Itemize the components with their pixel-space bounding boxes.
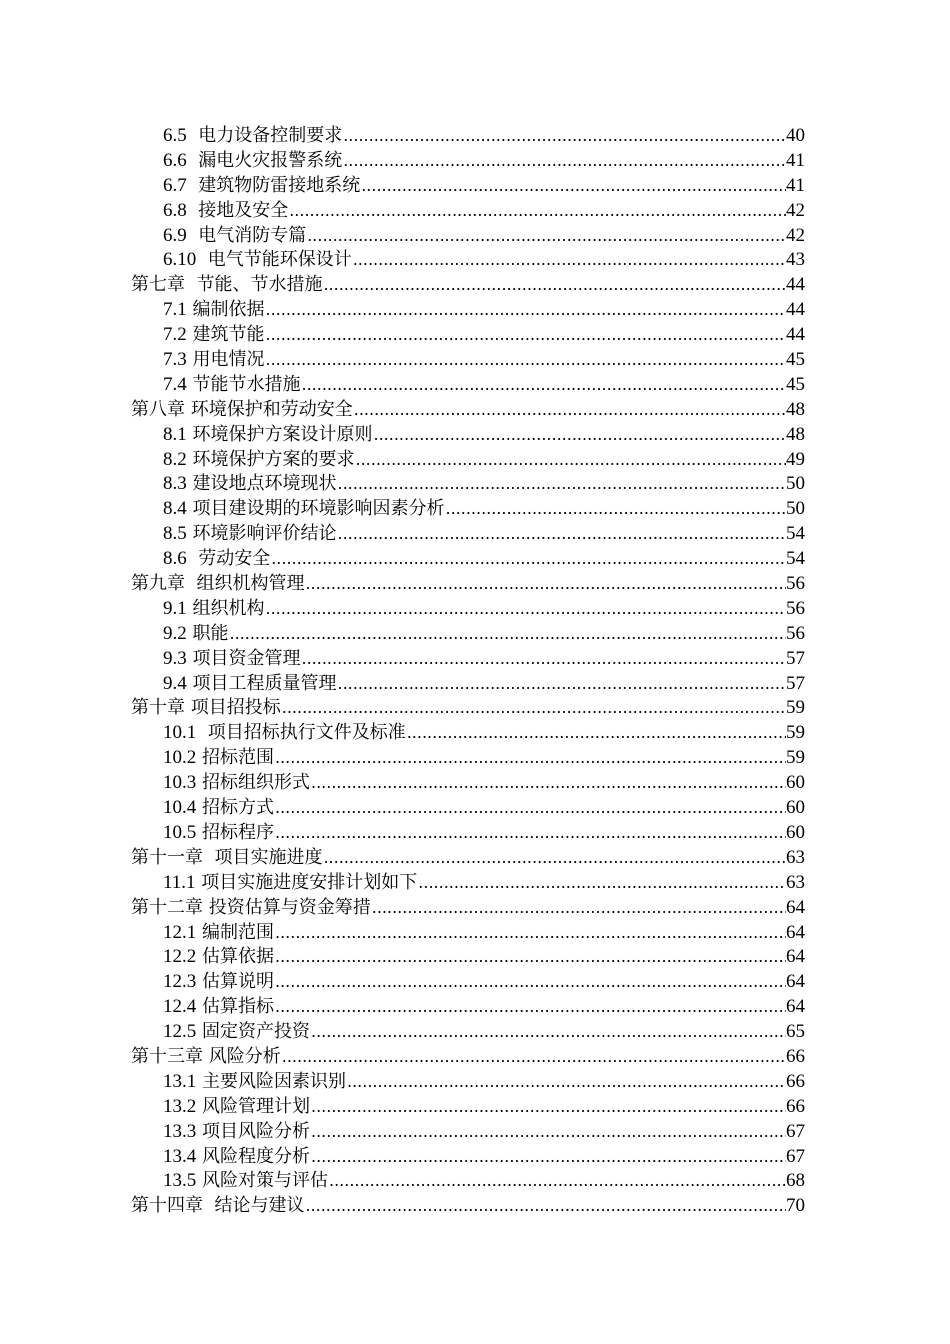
toc-entry-label bbox=[163, 497, 445, 522]
toc-entry-title: 项目招标执行文件及标准 bbox=[207, 722, 406, 744]
toc-section-entry[interactable] bbox=[0, 348, 950, 373]
toc-section-entry[interactable] bbox=[0, 995, 950, 1020]
toc-entry-label bbox=[163, 547, 271, 572]
toc-entry-number: 10.4 bbox=[163, 797, 197, 819]
toc-entry-title: 编制依据 bbox=[192, 299, 265, 321]
toc-entry-title: 第十章 项目招投标 bbox=[131, 697, 281, 719]
toc-chapter-entry[interactable] bbox=[0, 1194, 950, 1219]
toc-entry-title: 建筑节能 bbox=[192, 324, 265, 346]
toc-page-number: 59 bbox=[786, 697, 805, 719]
toc-entry-separator bbox=[187, 225, 198, 246]
toc-dot-leader bbox=[418, 871, 786, 896]
toc-entry-title: 风险程度分析 bbox=[201, 1145, 310, 1167]
toc-entry-title: 招标方式 bbox=[201, 797, 274, 819]
toc-entry-title: 环境保护方案设计原则 bbox=[192, 423, 373, 445]
toc-entry-number: 10.3 bbox=[163, 772, 197, 794]
toc-entry-title: 项目实施进度安排计划如下 bbox=[201, 871, 418, 893]
toc-entry-number: 10.2 bbox=[163, 747, 197, 769]
toc-section-entry[interactable] bbox=[0, 1095, 950, 1120]
toc-page-number: 57 bbox=[786, 647, 805, 669]
toc-entry-label bbox=[163, 248, 353, 273]
toc-entry-number: 6.6 bbox=[163, 149, 187, 171]
toc-page-number: 45 bbox=[786, 373, 805, 395]
toc-entry-label bbox=[163, 423, 373, 448]
toc-entry-label bbox=[163, 1095, 311, 1120]
toc-page-number: 66 bbox=[786, 1070, 805, 1092]
toc-entry-label bbox=[163, 821, 275, 846]
toc-section-entry[interactable] bbox=[0, 547, 950, 572]
toc-page-number: 50 bbox=[786, 473, 805, 495]
toc-page-number: 42 bbox=[786, 224, 805, 246]
toc-dot-leader bbox=[282, 696, 786, 721]
toc-section-entry[interactable] bbox=[0, 124, 950, 149]
toc-entry-label bbox=[163, 373, 301, 398]
toc-entry-label bbox=[163, 945, 275, 970]
toc-entry-title: 电力设备控制要求 bbox=[198, 125, 343, 146]
toc-entry-number: 13.5 bbox=[163, 1170, 197, 1192]
toc-page-number: 60 bbox=[786, 821, 805, 843]
toc-page-number: 57 bbox=[786, 672, 805, 694]
toc-section-entry[interactable] bbox=[0, 248, 950, 273]
toc-chapter-entry[interactable] bbox=[0, 273, 950, 298]
toc-dot-leader bbox=[445, 497, 786, 522]
toc-section-entry[interactable] bbox=[0, 1145, 950, 1170]
toc-entry-title: 第七章 节能、节水措施 bbox=[131, 274, 323, 296]
toc-entry-title: 固定资产投资 bbox=[201, 1021, 310, 1043]
toc-entry-title: 环境保护方案的要求 bbox=[192, 448, 355, 470]
toc-section-entry[interactable] bbox=[0, 1070, 950, 1095]
toc-dot-leader bbox=[323, 273, 786, 298]
toc-entry-label bbox=[163, 323, 265, 348]
toc-section-entry[interactable] bbox=[0, 1020, 950, 1045]
toc-section-entry[interactable] bbox=[0, 472, 950, 497]
toc-entry-number: 9.4 bbox=[163, 672, 187, 694]
toc-page-number: 40 bbox=[786, 125, 805, 146]
toc-page-number: 56 bbox=[786, 622, 805, 644]
toc-section-entry[interactable] bbox=[0, 771, 950, 796]
toc-page-number: 48 bbox=[786, 423, 805, 445]
toc-entry-title: 职能 bbox=[192, 622, 229, 644]
toc-dot-leader bbox=[311, 771, 786, 796]
toc-page-number: 49 bbox=[786, 448, 805, 470]
toc-section-entry[interactable] bbox=[0, 373, 950, 398]
toc-entry-title: 电气消防专篇 bbox=[198, 224, 307, 246]
toc-dot-leader bbox=[265, 323, 786, 348]
toc-entry-label bbox=[163, 174, 361, 199]
toc-section-entry[interactable] bbox=[0, 672, 950, 697]
toc-entry-number: 6.9 bbox=[163, 224, 187, 246]
toc-entry-number: 6.5 bbox=[163, 125, 187, 146]
toc-dot-leader bbox=[311, 1020, 786, 1045]
toc-entry-number: 13.3 bbox=[163, 1120, 197, 1142]
toc-section-entry[interactable] bbox=[0, 448, 950, 473]
toc-entry-separator bbox=[187, 548, 198, 569]
toc-entry-number: 8.5 bbox=[163, 523, 187, 545]
toc-entry-title: 第九章 组织机构管理 bbox=[131, 573, 305, 595]
toc-chapter-entry[interactable] bbox=[0, 696, 950, 721]
toc-dot-leader bbox=[373, 423, 786, 448]
toc-section-entry[interactable] bbox=[0, 597, 950, 622]
toc-entry-title: 项目风险分析 bbox=[201, 1120, 310, 1142]
toc-dot-leader bbox=[343, 149, 786, 174]
toc-entry-label bbox=[163, 224, 307, 249]
toc-entry-label bbox=[163, 672, 337, 697]
toc-dot-leader bbox=[343, 124, 786, 149]
toc-entry-number: 12.3 bbox=[163, 971, 197, 993]
toc-page-number: 56 bbox=[786, 597, 805, 619]
toc-entry-number: 12.5 bbox=[163, 1021, 197, 1043]
toc-dot-leader bbox=[305, 572, 786, 597]
toc-entry-title: 漏电火灾报警系统 bbox=[198, 149, 343, 171]
toc-dot-leader bbox=[311, 1145, 786, 1170]
toc-dot-leader bbox=[353, 248, 786, 273]
toc-entry-title: 风险对策与评估 bbox=[201, 1170, 328, 1192]
toc-entry-number: 12.2 bbox=[163, 946, 197, 968]
toc-page-number: 44 bbox=[786, 299, 805, 321]
toc-entry-label bbox=[131, 273, 323, 298]
toc-page-number: 54 bbox=[786, 523, 805, 545]
toc-entry-label bbox=[163, 995, 275, 1020]
toc-section-entry[interactable] bbox=[0, 149, 950, 174]
toc-page-number: 41 bbox=[786, 149, 805, 171]
toc-page-number: 50 bbox=[786, 498, 805, 520]
toc-page-number: 48 bbox=[786, 398, 805, 420]
toc-entry-label bbox=[163, 597, 265, 622]
toc-section-entry[interactable] bbox=[0, 821, 950, 846]
toc-dot-leader bbox=[407, 721, 786, 746]
toc-page-number: 59 bbox=[786, 722, 805, 744]
toc-dot-leader bbox=[372, 896, 786, 921]
toc-entry-title: 建设地点环境现状 bbox=[192, 473, 337, 495]
toc-entry-number: 9.3 bbox=[163, 647, 187, 669]
toc-entry-title: 第十三章 风险分析 bbox=[131, 1045, 281, 1067]
toc-entry-number: 12.1 bbox=[163, 921, 197, 943]
toc-entry-title: 招标组织形式 bbox=[201, 772, 310, 794]
toc-entry-number: 13.2 bbox=[163, 1095, 197, 1117]
toc-dot-leader bbox=[307, 224, 786, 249]
toc-section-entry[interactable] bbox=[0, 1169, 950, 1194]
toc-entry-label bbox=[163, 448, 355, 473]
toc-page-number: 44 bbox=[786, 274, 805, 296]
toc-page-number: 63 bbox=[786, 846, 805, 868]
toc-entry-label bbox=[163, 199, 289, 224]
toc-entry-title: 组织机构 bbox=[192, 597, 265, 619]
toc-entry-label bbox=[131, 696, 282, 721]
toc-page-number: 44 bbox=[786, 324, 805, 346]
toc-entry-number: 9.2 bbox=[163, 622, 187, 644]
toc-dot-leader bbox=[329, 1169, 786, 1194]
toc-section-entry[interactable] bbox=[0, 721, 950, 746]
toc-entry-number: 7.4 bbox=[163, 373, 187, 395]
toc-entry-number: 13.1 bbox=[163, 1070, 197, 1092]
toc-page-number: 68 bbox=[786, 1170, 805, 1192]
toc-entry-number: 8.3 bbox=[163, 473, 187, 495]
toc-entry-title: 主要风险因素识别 bbox=[201, 1070, 346, 1092]
toc-section-entry[interactable] bbox=[0, 945, 950, 970]
toc-page-number: 66 bbox=[786, 1045, 805, 1067]
toc-dot-leader bbox=[337, 472, 786, 497]
toc-entry-number: 13.4 bbox=[163, 1145, 197, 1167]
toc-section-entry[interactable] bbox=[0, 423, 950, 448]
toc-entry-label bbox=[163, 921, 275, 946]
toc-dot-leader bbox=[275, 821, 786, 846]
toc-entry-label bbox=[131, 846, 323, 871]
toc-dot-leader bbox=[275, 945, 786, 970]
toc-dot-leader bbox=[275, 921, 786, 946]
toc-entry-title: 编制范围 bbox=[201, 921, 274, 943]
toc-page-number: 56 bbox=[786, 573, 805, 595]
toc-entry-title: 电气节能环保设计 bbox=[207, 249, 352, 271]
toc-section-entry[interactable] bbox=[0, 174, 950, 199]
toc-entry-title: 项目工程质量管理 bbox=[192, 672, 337, 694]
toc-entry-number: 8.6 bbox=[163, 548, 187, 570]
toc-entry-label bbox=[163, 1120, 311, 1145]
toc-dot-leader bbox=[275, 796, 786, 821]
toc-entry-number: 8.1 bbox=[163, 423, 187, 445]
toc-page-number: 64 bbox=[786, 921, 805, 943]
toc-chapter-entry[interactable] bbox=[0, 846, 950, 871]
toc-entry-label bbox=[163, 348, 265, 373]
toc-section-entry[interactable] bbox=[0, 323, 950, 348]
toc-entry-title: 第十四章 结论与建议 bbox=[131, 1195, 305, 1217]
toc-entry-title: 第十一章 项目实施进度 bbox=[131, 846, 323, 868]
toc-entry-label bbox=[163, 298, 265, 323]
toc-entry-label bbox=[163, 149, 343, 174]
toc-section-entry[interactable] bbox=[0, 921, 950, 946]
toc-dot-leader bbox=[323, 846, 786, 871]
toc-chapter-entry[interactable] bbox=[0, 572, 950, 597]
toc-section-entry[interactable] bbox=[0, 497, 950, 522]
toc-page-number: 54 bbox=[786, 548, 805, 570]
toc-entry-label bbox=[131, 1045, 282, 1070]
toc-page-number: 64 bbox=[786, 946, 805, 968]
toc-entry-title: 估算依据 bbox=[201, 946, 274, 968]
toc-dot-leader bbox=[347, 1070, 786, 1095]
toc-page-number: 42 bbox=[786, 199, 805, 221]
toc-chapter-entry[interactable] bbox=[0, 896, 950, 921]
toc-entry-label bbox=[163, 746, 275, 771]
toc-entry-label bbox=[163, 1145, 311, 1170]
toc-section-entry[interactable] bbox=[0, 298, 950, 323]
table-of-contents bbox=[0, 124, 950, 1219]
toc-entry-number: 11.1 bbox=[163, 871, 196, 893]
toc-dot-leader bbox=[282, 1045, 786, 1070]
toc-entry-label bbox=[163, 647, 301, 672]
toc-dot-leader bbox=[289, 199, 786, 224]
toc-entry-number: 7.2 bbox=[163, 324, 187, 346]
toc-entry-title: 项目资金管理 bbox=[192, 647, 301, 669]
toc-entry-separator bbox=[187, 150, 198, 171]
toc-entry-number: 6.8 bbox=[163, 199, 187, 221]
toc-page-number: 41 bbox=[786, 174, 805, 196]
toc-entry-title: 节能节水措施 bbox=[192, 373, 301, 395]
toc-entry-title: 估算说明 bbox=[201, 971, 274, 993]
toc-entry-title: 招标范围 bbox=[201, 747, 274, 769]
toc-dot-leader bbox=[229, 622, 786, 647]
toc-page-number: 67 bbox=[786, 1145, 805, 1167]
toc-entry-label bbox=[163, 622, 229, 647]
toc-entry-title: 环境影响评价结论 bbox=[192, 523, 337, 545]
toc-section-entry[interactable] bbox=[0, 647, 950, 672]
toc-entry-label bbox=[163, 1070, 347, 1095]
toc-page-number: 45 bbox=[786, 349, 805, 371]
toc-entry-separator bbox=[187, 125, 198, 146]
toc-entry-label bbox=[163, 721, 407, 746]
toc-entry-number: 8.4 bbox=[163, 498, 187, 520]
toc-page-number: 64 bbox=[786, 996, 805, 1018]
toc-entry-label bbox=[131, 572, 305, 597]
toc-entry-label bbox=[163, 970, 275, 995]
toc-dot-leader bbox=[265, 597, 786, 622]
toc-section-entry[interactable] bbox=[0, 746, 950, 771]
toc-section-entry[interactable] bbox=[0, 796, 950, 821]
toc-page-number: 43 bbox=[786, 249, 805, 271]
toc-section-entry[interactable] bbox=[0, 970, 950, 995]
toc-section-entry[interactable] bbox=[0, 871, 950, 896]
toc-entry-title: 招标程序 bbox=[201, 821, 274, 843]
toc-entry-label bbox=[163, 1020, 311, 1045]
toc-section-entry[interactable] bbox=[0, 224, 950, 249]
toc-dot-leader bbox=[265, 348, 786, 373]
toc-entry-title: 估算指标 bbox=[201, 996, 274, 1018]
toc-page-number: 60 bbox=[786, 797, 805, 819]
toc-entry-title: 用电情况 bbox=[192, 349, 265, 371]
toc-entry-label bbox=[163, 796, 275, 821]
toc-page-number: 67 bbox=[786, 1120, 805, 1142]
toc-page-number: 60 bbox=[786, 772, 805, 794]
toc-dot-leader bbox=[354, 398, 786, 423]
toc-entry-number: 7.1 bbox=[163, 299, 187, 321]
toc-page-number: 59 bbox=[786, 747, 805, 769]
toc-section-entry[interactable] bbox=[0, 622, 950, 647]
toc-dot-leader bbox=[311, 1120, 786, 1145]
toc-entry-number: 7.3 bbox=[163, 349, 187, 371]
toc-entry-number: 10.5 bbox=[163, 821, 197, 843]
toc-entry-title: 第十二章 投资估算与资金筹措 bbox=[131, 896, 371, 918]
toc-entry-number: 6.10 bbox=[163, 249, 197, 271]
toc-entry-separator bbox=[196, 249, 207, 270]
toc-page-number: 65 bbox=[786, 1021, 805, 1043]
toc-entry-label bbox=[163, 472, 337, 497]
toc-entry-label bbox=[131, 398, 354, 423]
toc-page-number: 63 bbox=[786, 871, 805, 893]
toc-section-entry[interactable] bbox=[0, 199, 950, 224]
toc-entry-title: 项目建设期的环境影响因素分析 bbox=[192, 498, 445, 520]
toc-entry-label bbox=[163, 771, 311, 796]
toc-entry-title: 风险管理计划 bbox=[201, 1095, 310, 1117]
toc-entry-number: 6.7 bbox=[163, 174, 187, 196]
toc-dot-leader bbox=[337, 522, 786, 547]
toc-entry-number: 9.1 bbox=[163, 597, 187, 619]
toc-dot-leader bbox=[301, 647, 786, 672]
toc-dot-leader bbox=[275, 995, 786, 1020]
toc-entry-title: 建筑物防雷接地系统 bbox=[198, 174, 361, 196]
toc-entry-title: 劳动安全 bbox=[198, 548, 271, 570]
toc-entry-number: 12.4 bbox=[163, 996, 197, 1018]
toc-dot-leader bbox=[301, 373, 786, 398]
toc-entry-label bbox=[163, 522, 337, 547]
toc-chapter-entry[interactable] bbox=[0, 398, 950, 423]
toc-dot-leader bbox=[361, 174, 786, 199]
toc-chapter-entry[interactable] bbox=[0, 1045, 950, 1070]
toc-entry-title: 第八章 环境保护和劳动安全 bbox=[131, 398, 353, 420]
toc-dot-leader bbox=[311, 1095, 786, 1120]
toc-entry-label bbox=[131, 896, 372, 921]
toc-entry-label bbox=[131, 1194, 305, 1219]
toc-dot-leader bbox=[271, 547, 786, 572]
toc-section-entry[interactable] bbox=[0, 522, 950, 547]
toc-dot-leader bbox=[355, 448, 786, 473]
toc-dot-leader bbox=[275, 746, 786, 771]
toc-entry-label bbox=[163, 871, 418, 896]
toc-entry-separator bbox=[196, 722, 207, 743]
toc-entry-number: 8.2 bbox=[163, 448, 187, 470]
toc-entry-number: 10.1 bbox=[163, 722, 197, 744]
toc-page-number: 66 bbox=[786, 1095, 805, 1117]
toc-entry-separator bbox=[187, 200, 198, 221]
toc-entry-title: 接地及安全 bbox=[198, 199, 289, 221]
toc-page-number: 64 bbox=[786, 896, 805, 918]
toc-entry-label bbox=[163, 124, 343, 149]
toc-entry-separator bbox=[187, 175, 198, 196]
toc-entry-label bbox=[163, 1169, 329, 1194]
toc-dot-leader bbox=[265, 298, 786, 323]
toc-section-entry[interactable] bbox=[0, 1120, 950, 1145]
toc-dot-leader bbox=[305, 1194, 786, 1219]
toc-dot-leader bbox=[275, 970, 786, 995]
toc-page-number: 64 bbox=[786, 971, 805, 993]
toc-page-number: 70 bbox=[786, 1195, 805, 1217]
toc-dot-leader bbox=[337, 672, 786, 697]
